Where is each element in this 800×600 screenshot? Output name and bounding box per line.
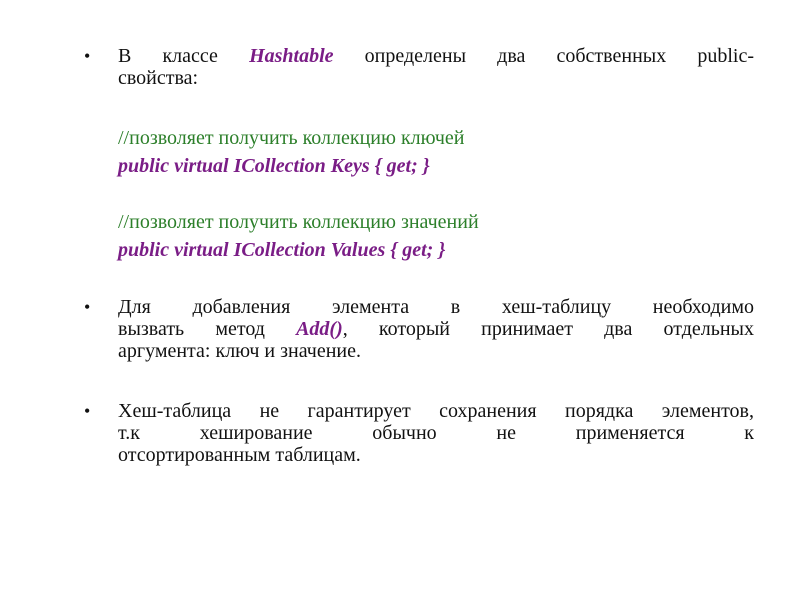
code-comment-keys: //позволяет получить коллекцию ключей bbox=[118, 127, 465, 149]
paragraph-line: Для добавления элемента в хеш-таблицу необходимо bbox=[118, 296, 754, 318]
paragraph-line: Хеш-таблица не гарантирует сохранения порядка элементов, bbox=[118, 400, 754, 422]
paragraph-line: свойства: bbox=[118, 67, 199, 89]
paragraph-line: В классе Hashtable определены два собственных public- bbox=[118, 45, 755, 67]
bullet-marker-3: • bbox=[84, 401, 91, 421]
paragraph-line: аргумента: ключ и значение. bbox=[118, 340, 362, 362]
paragraph-line: отсортированным таблицам. bbox=[118, 444, 361, 466]
code-keys-property: public virtual ICollection Keys { get; } bbox=[118, 155, 430, 177]
add-method-keyword: Add() bbox=[296, 318, 343, 340]
hashtable-keyword: Hashtable bbox=[249, 45, 334, 67]
code-values-property: public virtual ICollection Values { get; } bbox=[118, 239, 446, 261]
bullet-paragraph-1 bbox=[118, 45, 754, 89]
paragraph-line: т.к хеширование обычно не применяется к bbox=[118, 422, 754, 444]
bullet-paragraph-3 bbox=[118, 400, 754, 466]
paragraph-line: вызвать метод Add(), который принимает два отдельных bbox=[118, 318, 754, 340]
code-comment-values: //позволяет получить коллекцию значений bbox=[118, 211, 479, 233]
bullet-marker-2: • bbox=[84, 297, 91, 317]
bullet-paragraph-2 bbox=[118, 296, 754, 362]
bullet-marker-1: • bbox=[84, 46, 91, 66]
